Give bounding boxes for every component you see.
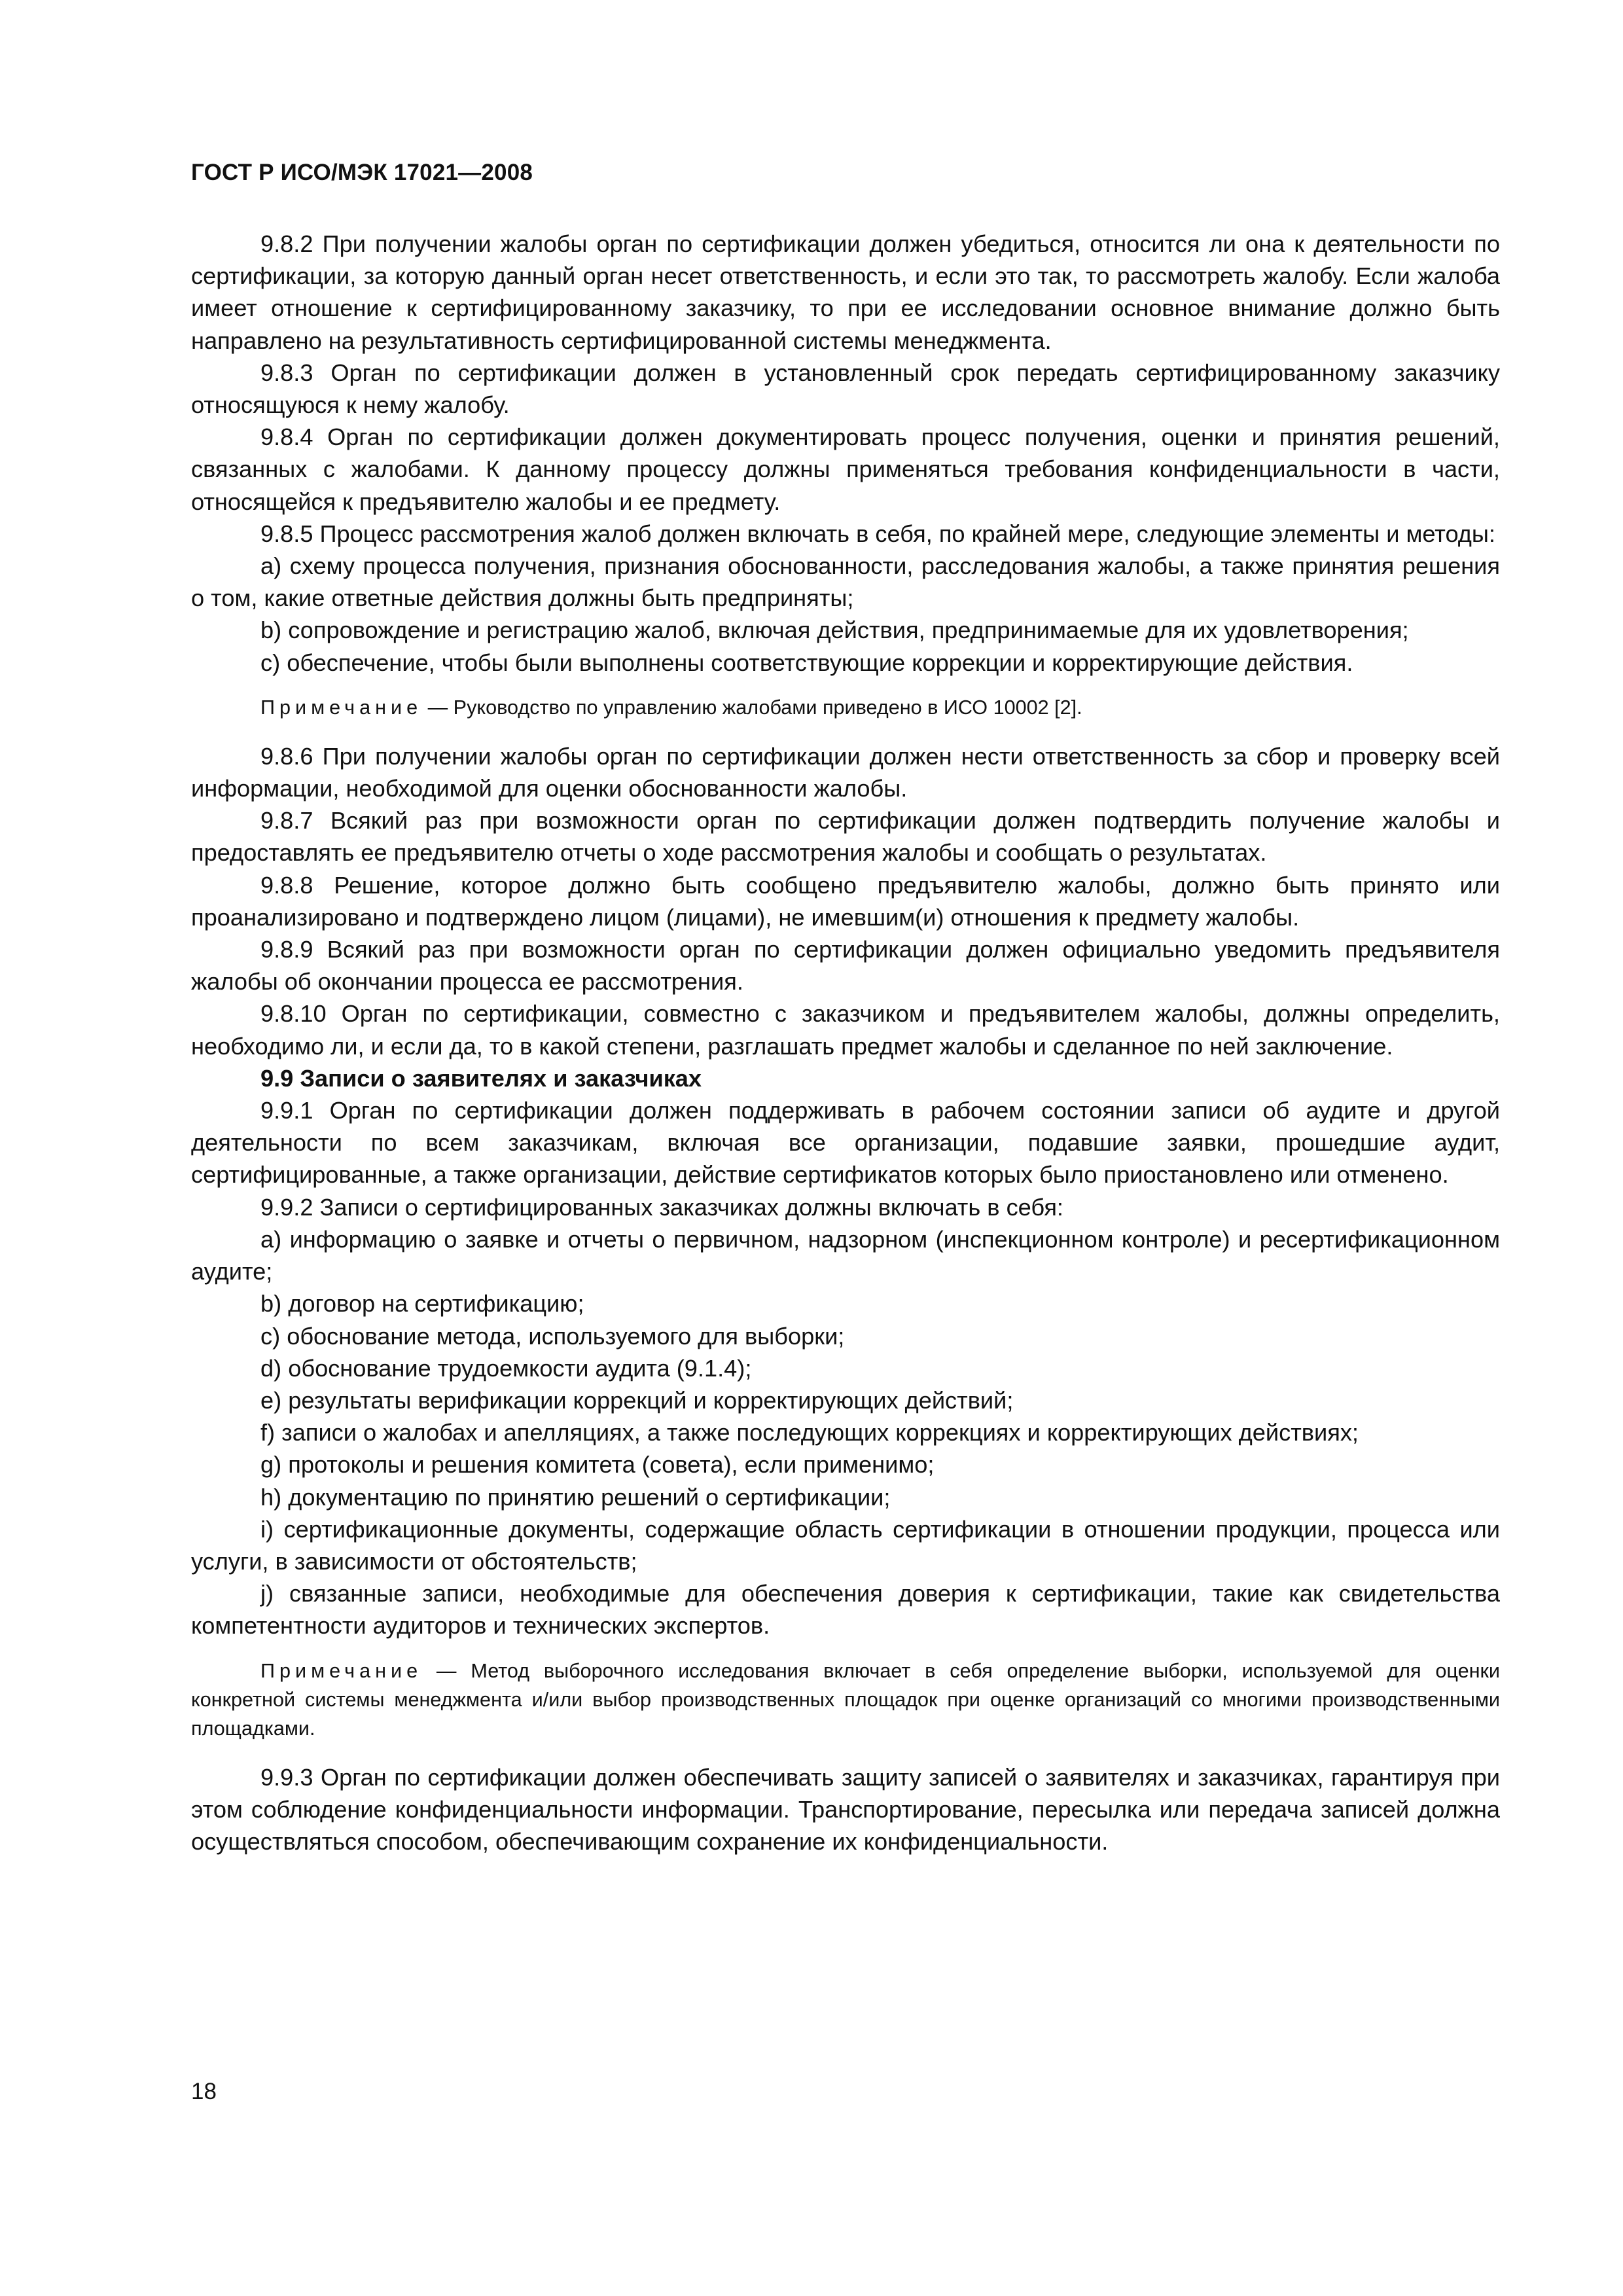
- list-item-9-9-2-f: f) записи о жалобах и апелляциях, а также последующих коррекциях и корректирующих действиях;: [260, 1419, 1359, 1446]
- list-item-9-9-2-a: а) информацию о заявке и отчеты о первичном, надзорном (инспекционном контроле) и ресертификационном аудите;: [191, 1225, 1500, 1285]
- paragraph-9-8-7: 9.8.7 Всякий раз при возможности орган по сертификации должен подтвердить получение жалобы и предоставлять ее предъявителю отчеты о ходе рассмотрения жалобы и сообщать о результатах.: [191, 807, 1500, 867]
- list-item-9-8-5-b: b) сопровождение и регистрацию жалоб, включая действия, предпринимаемые для их удовлетворения;: [260, 617, 1409, 644]
- paragraph-9-9-2: 9.9.2 Записи о сертифицированных заказчиках должны включать в себя:: [260, 1193, 1063, 1221]
- list-item-9-9-2-g: g) протоколы и решения комитета (совета), если применимо;: [260, 1451, 935, 1479]
- list-item-9-9-2-e: е) результаты верификации коррекций и корректирующих действий;: [260, 1386, 1014, 1414]
- list-item-9-9-2-i: i) сертификационные документы, содержащие область сертификации в отношении продукции, процесса или услуги, в зависимости от обстоятельств;: [191, 1515, 1500, 1575]
- note-text: — Руководство по управлению жалобами приведено в ИСО 10002 [2].: [422, 696, 1082, 719]
- paragraph-9-8-2: 9.8.2 При получении жалобы орган по сертификации должен убедиться, относится ли она к деятельности по сертификации, за которую данный орган несет ответственность, и если это так, то рассмотреть жалобу. Если жалоба имеет отношение к сертифицированному заказчику, то при ее исследовании основное внимание должно быть направлено на результативность сертифицированной системы менеджмента.: [191, 230, 1500, 354]
- paragraph-9-8-8: 9.8.8 Решение, которое должно быть сообщено предъявителю жалобы, должно быть принято или проанализировано и подтверждено лицом (лицами), не имевшим(и) отношения к предмету жалобы.: [191, 871, 1500, 931]
- document-header-code: ГОСТ Р ИСО/МЭК 17021—2008: [191, 160, 533, 185]
- paragraph-9-8-3: 9.8.3 Орган по сертификации должен в установленный срок передать сертифицированному заказчику относящуюся к нему жалобу.: [191, 359, 1500, 419]
- paragraph-9-8-5: 9.8.5 Процесс рассмотрения жалоб должен включать в себя, по крайней мере, следующие элементы и методы:: [260, 520, 1495, 547]
- list-item-9-8-5-c: с) обеспечение, чтобы были выполнены соответствующие коррекции и корректирующие действия.: [260, 649, 1353, 676]
- note-complaints-guide: [191, 693, 1500, 722]
- paragraph-9-8-10: 9.8.10 Орган по сертификации, совместно с заказчиком и предъявителем жалобы, должны определить, необходимо ли, и если да, то в какой степени, разглашать предмет жалобы и сделанное по ней заключение.: [191, 1000, 1500, 1060]
- section-heading-9-9: 9.9 Записи о заявителях и заказчиках: [260, 1064, 702, 1092]
- list-item-9-9-2-b: b) договор на сертификацию;: [260, 1290, 584, 1318]
- list-item-9-9-2-d: d) обоснование трудоемкости аудита (9.1.4);: [260, 1354, 752, 1382]
- paragraph-9-9-1: 9.9.1 Орган по сертификации должен поддерживать в рабочем состоянии записи об аудите и другой деятельности по всем заказчикам, включая все организации, подавшие заявки, прошедшие аудит, сертифицированные, а также организации, действие сертификатов которых было приостановлено или отменено.: [191, 1097, 1500, 1189]
- document-body: [191, 228, 1500, 1857]
- page-number: 18: [191, 2079, 217, 2104]
- note-label: Примечание: [260, 696, 423, 719]
- list-item-9-9-2-c: с) обоснование метода, используемого для выборки;: [260, 1322, 845, 1350]
- paragraph-9-8-6: 9.8.6 При получении жалобы орган по сертификации должен нести ответственность за сбор и проверку всей информации, необходимой для оценки обоснованности жалобы.: [191, 742, 1500, 802]
- list-item-9-9-2-j: j) связанные записи, необходимые для обеспечения доверия к сертификации, такие как свидетельства компетентности аудиторов и технических экспертов.: [191, 1580, 1500, 1640]
- list-item-9-9-2-h: h) документацию по принятию решений о сертификации;: [260, 1483, 891, 1511]
- paragraph-9-8-9: 9.8.9 Всякий раз при возможности орган по сертификации должен официально уведомить предъявителя жалобы об окончании процесса ее рассмотрения.: [191, 936, 1500, 996]
- note-text: — Метод выборочного исследования включает в себя определение выборки, используемой для оценки конкретной системы менеджмента и/или выбор производственных площадок при оценке организаций со многими производственными площадками.: [191, 1659, 1500, 1740]
- list-item-9-8-5-a: а) схему процесса получения, признания обоснованности, расследования жалобы, а также принятия решения о том, какие ответные действия должны быть предприняты;: [191, 552, 1500, 612]
- note-sampling-method: [191, 1657, 1500, 1743]
- paragraph-9-9-3: 9.9.3 Орган по сертификации должен обеспечивать защиту записей о заявителях и заказчиках, гарантируя при этом соблюдение конфиденциальности информации. Транспортирование, пересылка или передача записей должна осуществляться способом, обеспечивающим сохранение их конфиденциальности.: [191, 1763, 1500, 1855]
- note-label: Примечание: [260, 1659, 423, 1682]
- paragraph-9-8-4: 9.8.4 Орган по сертификации должен документировать процесс получения, оценки и принятия решений, связанных с жалобами. К данному процессу должны применяться требования конфиденциальности в части, относящейся к предъявителю жалобы и ее предмету.: [191, 423, 1500, 515]
